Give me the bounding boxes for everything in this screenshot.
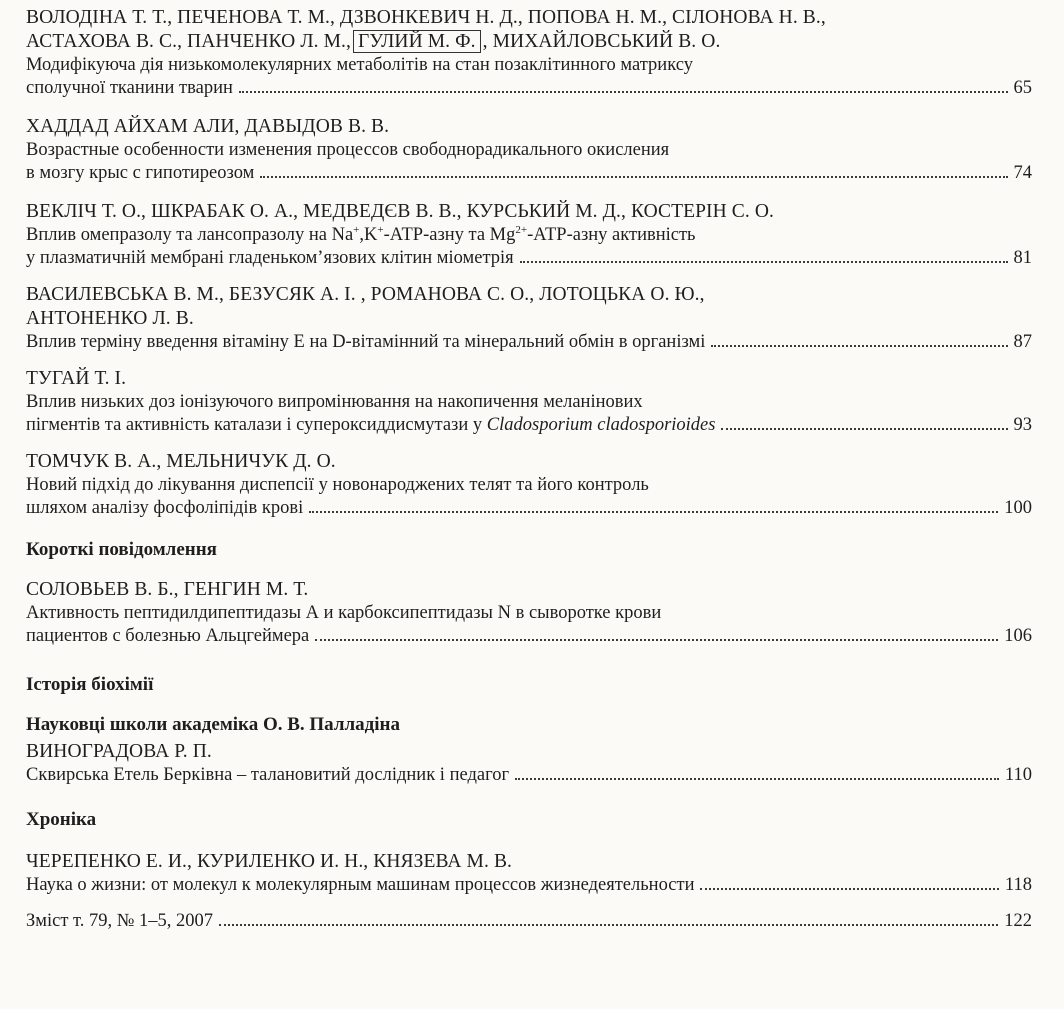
authors-part: , МИХАЙЛОВСЬКИЙ В. О. <box>482 31 721 52</box>
superscript: 2+ <box>515 224 528 236</box>
entry-title-text: сполучної тканини тварин <box>26 77 233 98</box>
toc-entry <box>26 740 1032 787</box>
page-number: 118 <box>1004 875 1032 895</box>
superscript: + <box>377 224 384 236</box>
entry-title-line: Активность пептидилдипептидазы А и карбоксипептидазы N в сыворотке крови <box>26 603 662 623</box>
title-fragment: ,K <box>359 225 378 245</box>
entry-title-text: Наука о жизни: от молекул к молекулярным машинам процессов жизнедеятельности <box>26 875 695 895</box>
dot-leader <box>315 639 998 641</box>
entry-title-text: Вплив терміну введення вітаміну Е на D-вітамінний та мінеральний обмін в організмі <box>26 332 706 352</box>
entry-title-leader-line <box>26 625 1032 648</box>
page-number: 65 <box>1013 77 1032 98</box>
toc-entry <box>26 450 1032 519</box>
title-fragment: -АТР-азну та Mg <box>383 225 516 245</box>
entry-title-line: Новий підхід до лікування диспепсії у новонароджених телят та його контроль <box>26 475 649 495</box>
toc-entry <box>26 200 1032 269</box>
dot-leader <box>515 778 999 780</box>
entry-title-line: Возрастные особенности изменения процессов свободнорадикального окисления <box>26 140 670 160</box>
dot-leader <box>239 91 1008 93</box>
toc-entry <box>26 283 1032 354</box>
entry-title-leader-line <box>26 247 1032 270</box>
dot-leader <box>711 345 1007 347</box>
toc-entry <box>26 6 1032 99</box>
entry-title-text: пациентов с болезнью Альцгеймера <box>26 625 310 646</box>
dot-leader <box>721 428 1007 430</box>
page-number: 106 <box>1004 625 1032 646</box>
entry-authors: СОЛОВЬЕВ В. Б., ГЕНГИН М. Т. <box>26 579 309 600</box>
dot-leader <box>309 511 998 513</box>
page-number: 122 <box>1004 911 1032 931</box>
section-heading: Короткі повідомлення <box>26 539 217 560</box>
entry-title-text: у плазматичній мембрані гладенькомʼязових клітин міометрія <box>26 247 514 268</box>
entry-title-leader-line <box>26 874 1032 897</box>
entry-authors: ЧЕРЕПЕНКО Е. И., КУРИЛЕНКО И. Н., КНЯЗЕВА М. В. <box>26 851 513 872</box>
title-fragment: Вплив омепразолу та лансопразолу на Na <box>26 225 354 245</box>
page-number: 87 <box>1013 332 1032 352</box>
title-fragment: пігментів та активність каталази і супероксиддисмутази у <box>26 414 483 435</box>
dot-leader <box>260 176 1007 178</box>
entry-title-leader-line <box>26 77 1032 100</box>
entry-authors <box>26 30 1032 54</box>
entry-title-line: Модифікуюча дія низькомолекулярних метаболітів на стан позаклітинного матриксу <box>26 55 693 75</box>
entry-title-line: Вплив низьких доз іонізуючого випромінювання на накопичення меланінових <box>26 392 643 412</box>
entry-authors: ВОЛОДІНА Т. Т., ПЕЧЕНОВА Т. М., ДЗВОНКЕВИЧ Н. Д., ПОПОВА Н. М., СІЛОНОВА Н. В., <box>26 7 826 28</box>
entry-authors: ВЕКЛІЧ Т. О., ШКРАБАК О. А., МЕДВЕДЄВ В. В., КУРСЬКИЙ М. Д., КОСТЕРІН С. О. <box>26 201 775 222</box>
entry-title-text: Сквирська Етель Берківна ‒ талановитий дослідник і педагог <box>26 765 510 785</box>
dot-leader <box>219 924 998 926</box>
toc-entry <box>26 910 1032 933</box>
title-fragment: -АТР-азну активність <box>527 225 696 245</box>
entry-title-text: в мозгу крыс с гипотиреозом <box>26 162 255 183</box>
entry-title-leader-line <box>26 414 1032 437</box>
section-heading: Хроніка <box>26 809 97 830</box>
page-number: 100 <box>1004 497 1032 518</box>
toc-entry <box>26 850 1032 897</box>
toc-entry <box>26 115 1032 184</box>
page-number: 93 <box>1013 414 1032 435</box>
authors-part: АСТАХОВА В. С., ПАНЧЕНКО Л. М., <box>26 31 351 52</box>
entry-authors: ТОМЧУК В. А., МЕЛЬНИЧУК Д. О. <box>26 451 336 472</box>
entry-title-text: шляхом аналізу фосфоліпідів крові <box>26 497 304 518</box>
dot-leader <box>700 888 998 890</box>
entry-authors: ТУГАЙ Т. І. <box>26 368 127 389</box>
entry-authors: АНТОНЕНКО Л. В. <box>26 308 194 329</box>
toc-entry <box>26 367 1032 436</box>
toc-entry <box>26 578 1032 647</box>
dot-leader <box>520 261 1008 263</box>
boxed-author-name: ГУЛИЙ М. Ф. <box>353 30 481 53</box>
entry-title-leader-line <box>26 331 1032 354</box>
section-heading: Історія біохімії <box>26 674 154 695</box>
page-number: 110 <box>1004 765 1032 785</box>
page-number: 81 <box>1013 247 1032 268</box>
entry-title-text: Зміст т. 79, № 1‒5, 2007 <box>26 911 214 931</box>
entry-title-line <box>26 224 1032 247</box>
entry-title-leader-line <box>26 764 1032 787</box>
subsection-heading: Науковці школи академіка О. В. Палладіна <box>26 714 401 735</box>
species-name: Cladosporium cladosporioides <box>486 414 716 435</box>
entry-authors: ВАСИЛЕВСЬКА В. М., БЕЗУСЯК А. І. , РОМАНОВА С. О., ЛОТОЦЬКА О. Ю., <box>26 284 705 305</box>
superscript: + <box>353 224 360 236</box>
entry-authors: ВИНОГРАДОВА Р. П. <box>26 741 212 762</box>
entry-title-leader-line <box>26 497 1032 520</box>
entry-authors: ХАДДАД АЙХАМ АЛИ, ДАВЫДОВ В. В. <box>26 116 390 137</box>
entry-title-leader-line <box>26 162 1032 185</box>
entry-title-text <box>26 414 715 437</box>
page-number: 74 <box>1013 162 1032 183</box>
entry-title-leader-line <box>26 910 1032 933</box>
